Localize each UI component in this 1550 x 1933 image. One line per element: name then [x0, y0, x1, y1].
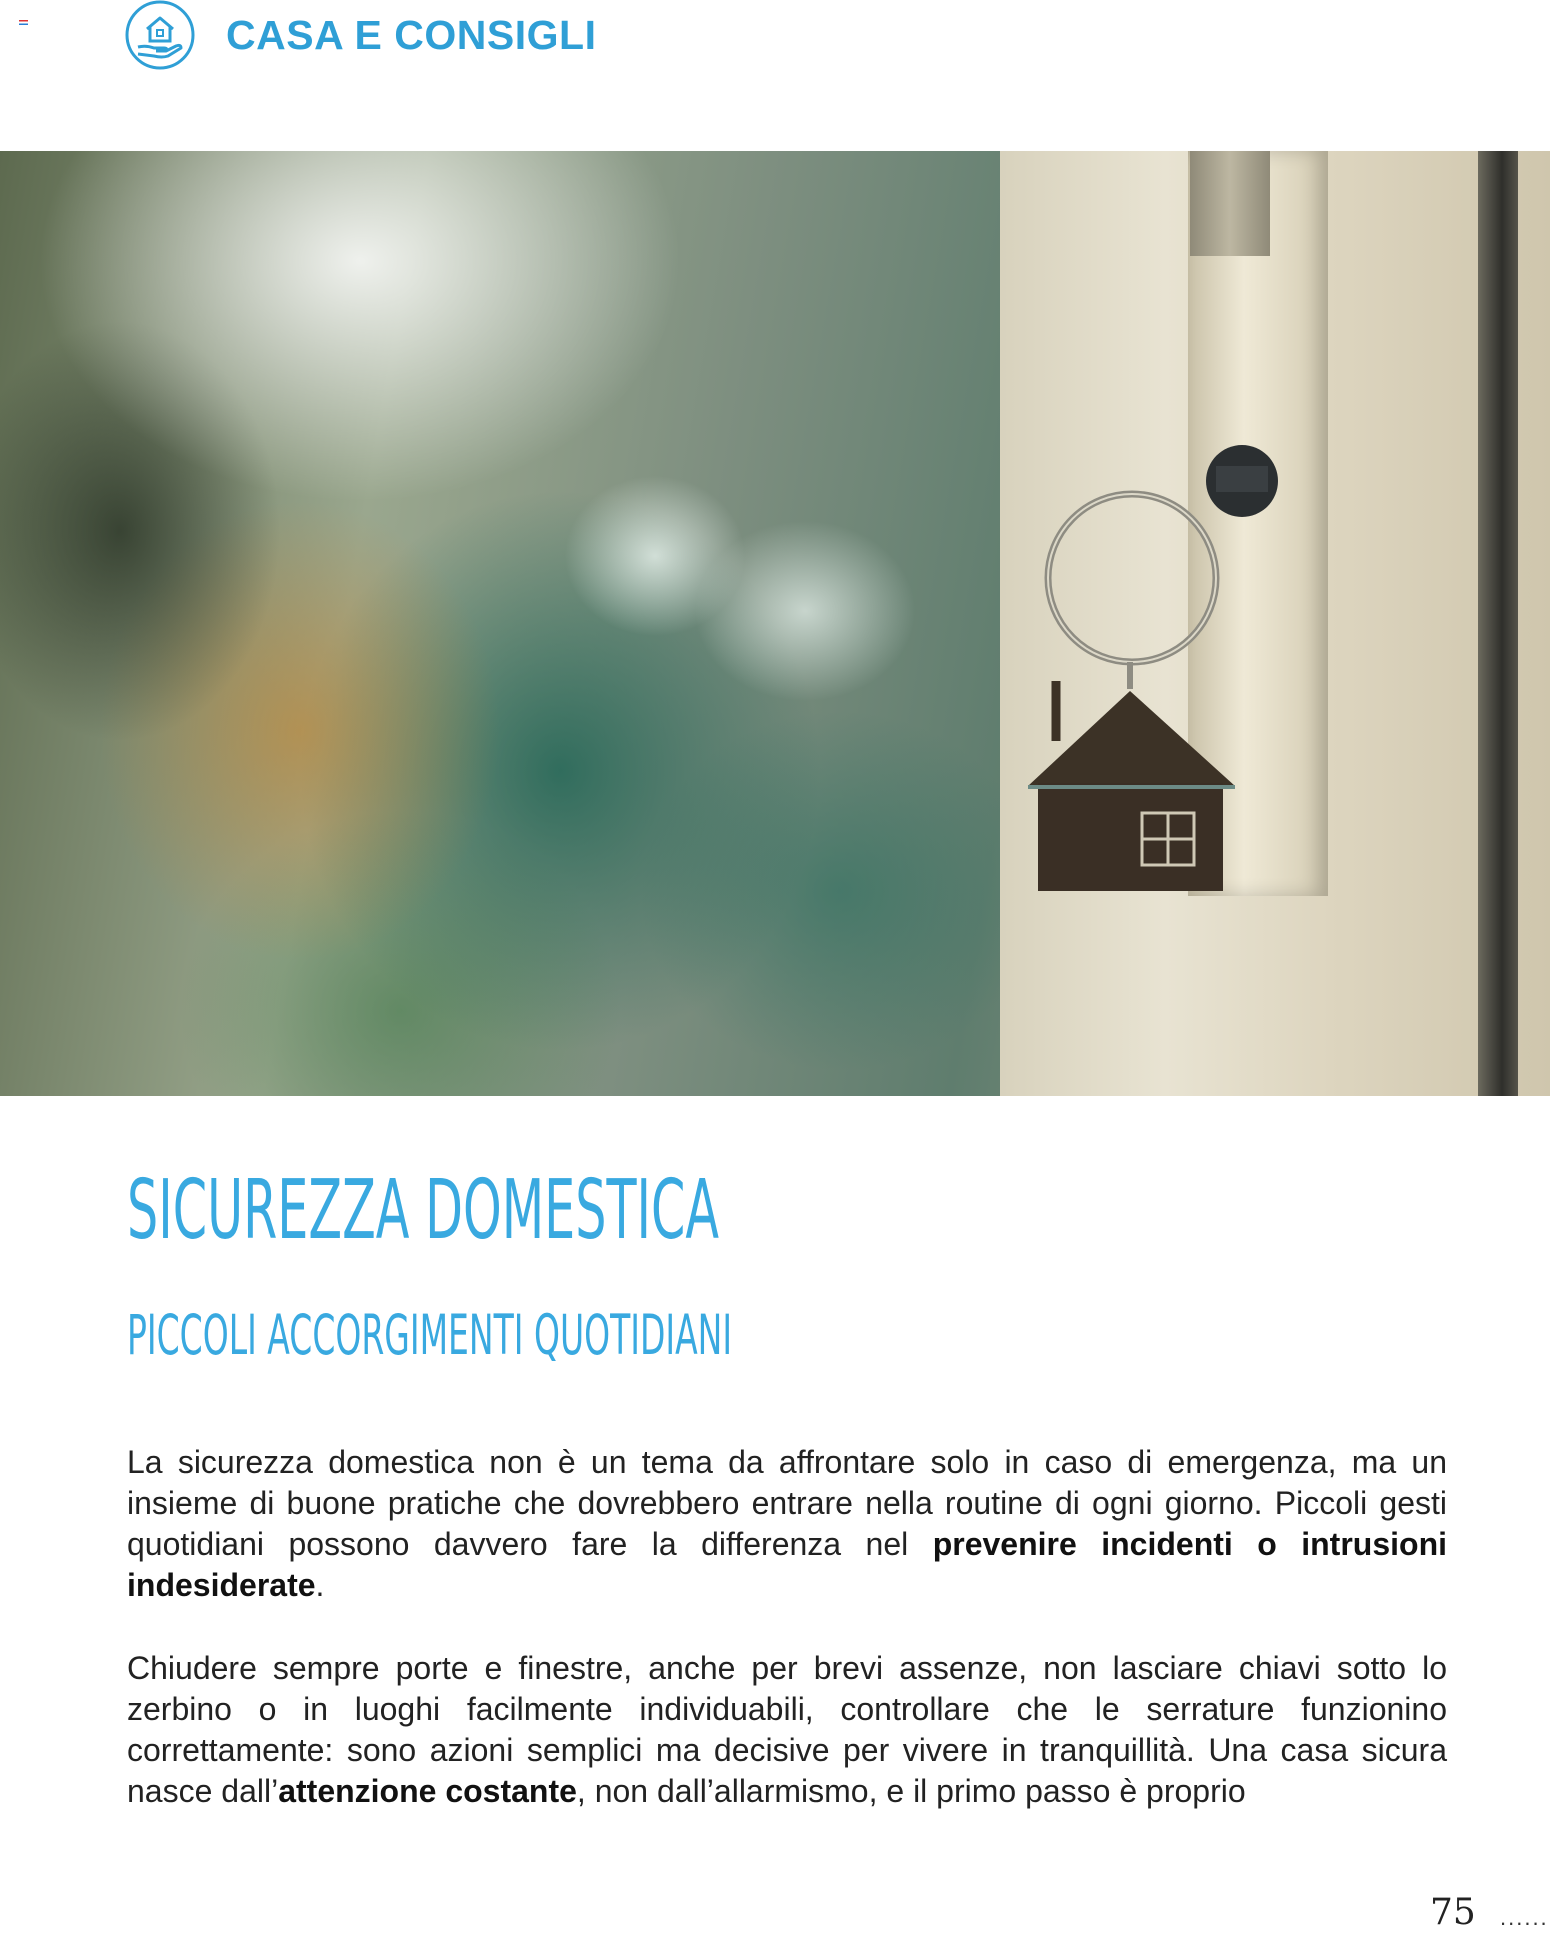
section-title: CASA E CONSIGLI [226, 11, 597, 58]
house-keychain-icon [1020, 271, 1300, 931]
article-title: SICUREZZA DOMESTICA [127, 1163, 720, 1258]
paragraph-highlight: prevenire incidenti o intrusioni indesiderate [127, 1526, 1448, 1603]
paragraph-text: Chiudere sempre porte e finestre, anche per brevi assenze, non lasciare chiavi sotto lo zerbino o in luoghi facilmente individuabili, controllare che le serrature funzionino correttamente: sono azioni semplici ma decisive per vivere in tranquillità. Una casa sicura nasce dall’ [127, 1650, 1447, 1809]
door-slot [1190, 151, 1270, 256]
paragraph-text: La sicurezza domestica non è un tema da affrontare solo in caso di emergenza, ma un insieme di buone pratiche che dovrebbero entrare nella routine di ogni giorno. Piccoli gesti quotidiani possono davvero fare la differenza nel [127, 1444, 1447, 1562]
hero-image [0, 151, 1550, 1096]
section-header [124, 0, 596, 70]
article-paragraph [127, 1648, 1447, 1812]
house-in-hand-icon [124, 0, 196, 71]
page-number-leader: ...... [1500, 1905, 1549, 1930]
paragraph-highlight: attenzione costante [278, 1773, 577, 1809]
paragraph-text: , non dall’allarmismo, e il primo passo è proprio [576, 1773, 1246, 1809]
door-edge [1478, 151, 1518, 1096]
page-number: 75 [1430, 1892, 1476, 1933]
flag-mark [19, 20, 28, 25]
paragraph-text: . [315, 1567, 325, 1603]
article-paragraph [127, 1442, 1447, 1606]
article-subtitle: PICCOLI ACCORGIMENTI QUOTIDIANI [127, 1303, 733, 1367]
